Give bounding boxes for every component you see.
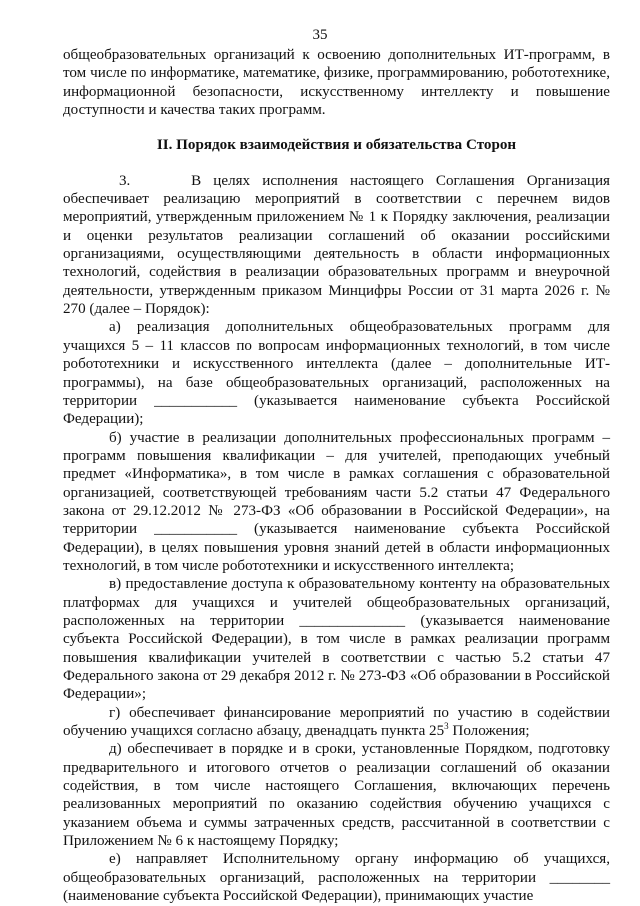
paragraph-a: а) реализация дополнительных общеобразовательных программ для учащихся 5 – 11 классов по вопросам информационных технологий, в том числе робототехники и искусственного интеллекта (далее – дополнительные ИТ-программы), на базе общеобразовательных организаций, расположенных на территории ___________ (указывается наименование субъекта Российской Федерации); (63, 319, 610, 428)
intro-paragraph: общеобразовательных организаций к освоению дополнительных ИТ-программ, в том числе по информатике, математике, физике, программированию, робототехнике, информационной безопасности, искусственному интеллекту и повышение доступности и качества таких программ. (63, 47, 610, 119)
paragraph-g (63, 704, 610, 741)
page-number: 35 (312, 27, 328, 43)
paragraph-g-text: г) обеспечивает финансирование мероприятий по участию в содействии обучению учащихся согласно абзацу, двенадцать пункта 25 (63, 704, 610, 740)
section-heading: II. Порядок взаимодействия и обязательства Сторон (156, 137, 517, 154)
paragraph-d: д) обеспечивает в порядке и в сроки, установленные Порядком, подготовку предварительного и итогового отчетов о реализации соглашений об оказании содействия, в том числе настоящего Соглашения, включающих перечень реализованных мероприятий по оказанию содействия обучению учащихся с указанием объема и суммы затраченных средств, рассчитанной в соответствии с Приложением № 6 к настоящему Порядку; (63, 741, 610, 850)
document-body (63, 46, 610, 905)
paragraph-3: 3. В целях исполнения настоящего Соглашения Организация обеспечивает реализацию мероприятий в соответствии с перечнем видов мероприятий, утвержденным приложением № 1 к Порядку заключения, реализации и оценки результатов реализации соглашений об оказании российскими организациями, осуществляющими деятельность в области информационных технологий, содействия в реализации образовательных программ и внеурочной деятельности, утвержденным приказом Минцифры России от 31 марта 2026 г. № 270 (далее – Порядок): (63, 172, 610, 318)
paragraph-e: е) направляет Исполнительному органу информацию об учащихся, общеобразовательных организаций, расположенных на территории ________ (наименование субъекта Российской Федерации), принимающих участие (63, 851, 610, 905)
superscript-marker: 3 (444, 721, 449, 731)
paragraph-b: б) участие в реализации дополнительных профессиональных программ – программ повышения квалификации – для учителей, преподающих учебный предмет «Информатика», в том числе в рамках соглашения с образовательной организацией, соответствующей требованиям части 5.2 статьи 47 Федерального закона от 29.12.2012 № 273-ФЗ «Об образовании в Российской Федерации», на территории ___________ (указывается наименование субъекта Российской Федерации), в целях повышения уровня знаний детей в области информационных технологий, в том числе робототехники и искусственного интеллекта; (63, 429, 610, 574)
paragraph-g-ending: Положения; (448, 723, 530, 740)
paragraph-v: в) предоставление доступа к образовательному контенту на образовательных платформах для учащихся и учителей общеобразовательных организаций, расположенных на территории ______________ (указывается наименование субъекта Российской Федерации), в том числе в рамках реализации программ повышения квалификации учителей в соответствии с частью 5.2 статьи 47 Федерального закона от 29 декабря 2012 г. № 273-ФЗ «Об образовании в Российской Федерации»; (63, 576, 610, 703)
